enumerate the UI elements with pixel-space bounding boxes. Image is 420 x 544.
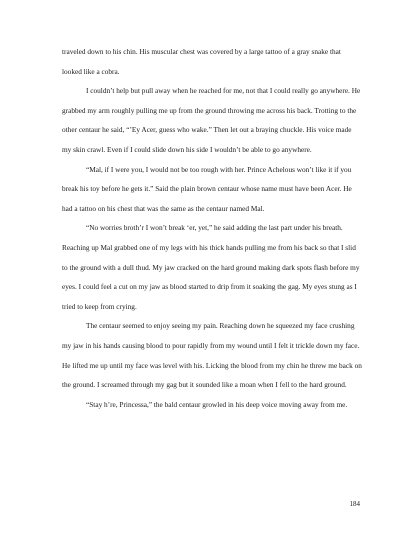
paragraph: “Mal, if I were you, I would not be too rough with her. Prince Achelous won’t like it if you break his toy before he gets it.” Said the plain brown centaur whose name must have been Acer. He had a tattoo on his chest that was the same as the centaur named Mal. — [62, 164, 352, 213]
paragraph: “No worries broth’r I won’t break ‘er, yet,” he said adding the last part under his breath. Reaching up Mal grabbed one of my legs with his thick hands pulling me from his back so that I slid to the ground with a dull thud. My jaw cracked on the hard ground making dark spots flash before my eyes. I could feel a cut on my jaw as blood started to drip from it soaking the gag. My eyes stung as I tried to keep from crying. — [62, 223, 360, 311]
paragraph: I couldn’t help but pull away when he reached for me, not that I could really go anywhere. He grabbed my arm roughly pulling me up from the ground throwing me across his back. Trotting to the other centaur he said, “’Ey Acer, guess who wake.” Then let out a braying chuckle. His voice made my skin crawl. Even if I could slide down his side I wouldn’t be able to go anywhere. — [62, 86, 361, 154]
body-text — [62, 42, 362, 414]
paragraph-continuation: traveled down to his chin. His muscular chest was covered by a large tattoo of a gray snake that looked like a cobra. — [62, 47, 341, 76]
paragraph: “Stay h’re, Princessa,” the bald centaur growled in his deep voice moving away from me. — [86, 399, 348, 409]
page-number: 184 — [349, 500, 360, 508]
paragraph: The centaur seemed to enjoy seeing my pain. Reaching down he squeezed my face crushing my jaw in his hands causing blood to pour rapidly from my wound until I felt it trickle down my face. He lifted me up until my face was level with his. Licking the blood from my chin he threw me back on the ground. I screamed through my gag but it sounded like a moan when I fell to the hard ground. — [62, 321, 362, 390]
